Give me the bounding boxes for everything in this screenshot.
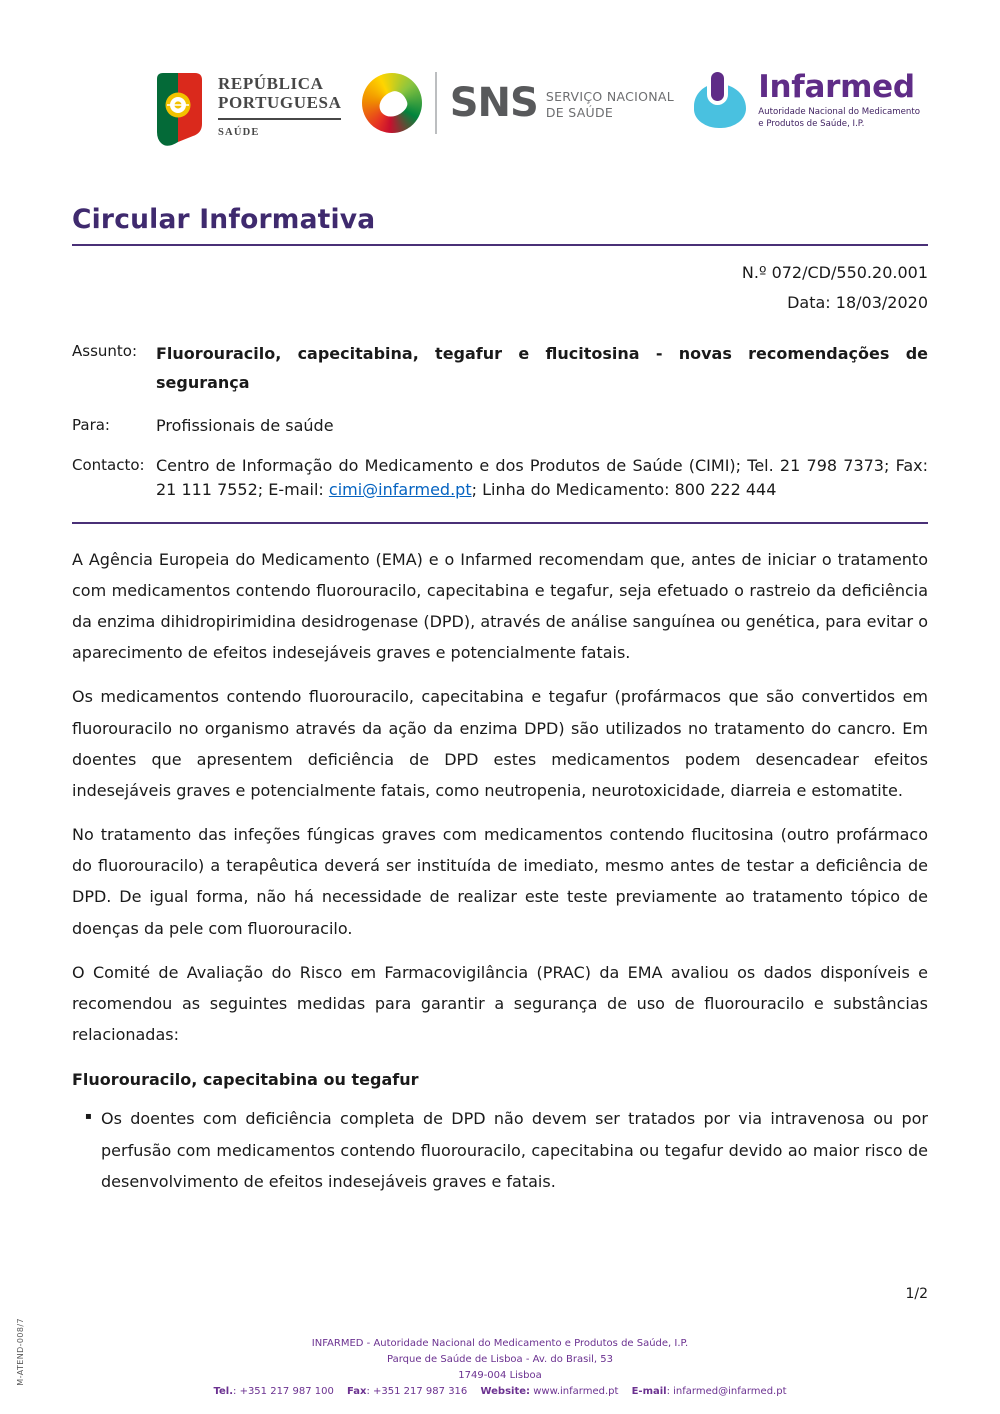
- republica-line2: PORTUGUESA: [218, 93, 342, 113]
- footer-city-line: 1749-004 Lisboa: [458, 1370, 542, 1381]
- form-code-vertical: M-ATEND-008/7: [16, 1318, 25, 1386]
- section-divider: [72, 522, 928, 524]
- sns-acronym: SNS: [449, 80, 538, 126]
- footer-email-value: : infarmed@infarmed.pt: [666, 1386, 787, 1397]
- sns-swirl-icon: [362, 73, 422, 133]
- footer-tel-label: Tel.: [213, 1386, 234, 1397]
- reference-number: N.º 072/CD/550.20.001: [741, 263, 928, 282]
- contact-email-link[interactable]: cimi@infarmed.pt: [328, 479, 472, 499]
- sns-logo: [362, 72, 674, 134]
- recipient-label: Para:: [72, 415, 110, 434]
- infarmed-tagline-line2: e Produtos de Saúde, I.P.: [758, 118, 865, 129]
- paragraph-2: Os medicamentos contendo fluorouracilo, capecitabina e tegafur (profármacos que são convertidos em fluorouracilo no organismo através da ação da enzima DPD) são utilizados no tratamento do cancro. Em doentes que apresentem deficiência de DPD estes medicamentos podem desencadear efeitos indesejáveis graves e potencialmente fatais, como neutropenia, neurotoxicidade, diarreia e estomatite.: [72, 687, 928, 800]
- infarmed-name: Infarmed: [758, 69, 915, 105]
- republica-ministry: SAÚDE: [218, 126, 260, 138]
- metadata-block: [72, 340, 928, 502]
- sns-subtitle-line2: DE SAÚDE: [545, 104, 614, 120]
- subject-label: Assunto:: [72, 342, 138, 360]
- portugal-flag-icon: [152, 72, 204, 150]
- footer-address-line: Parque de Saúde de Lisboa - Av. do Brasil, 53: [387, 1354, 613, 1365]
- paragraph-3: No tratamento das infeções fúngicas graves com medicamentos contendo flucitosina (outro profármaco do fluorouracilo) a terapêutica deverá ser instituída de imediato, mesmo antes de testar a deficiência de DPD. De igual forma, não há necessidade de realizar este teste previamente ao tratamento tópico de doenças da pele com fluorouracilo.: [72, 825, 928, 938]
- sns-divider: [435, 72, 437, 134]
- contact-text-pre: Centro de Informação do Medicamento e dos Produtos de Saúde (CIMI); Tel. 21 798 7373; Fax: 21 111 7552; E-mail:: [156, 455, 928, 499]
- republica-line1: REPÚBLICA: [218, 74, 324, 93]
- footer-fax-value: : +351 217 987 316: [366, 1386, 468, 1397]
- page-title: Circular Informativa: [72, 204, 928, 246]
- header-logos: [0, 0, 1000, 150]
- section-heading: Fluorouracilo, capecitabina ou tegafur: [72, 1070, 419, 1090]
- bullet-text: Os doentes com deficiência completa de DPD não devem ser tratados por via intravenosa ou por perfusão com medicamentos contendo fluorouracilo, capecitabina ou tegafur devido ao maior risco de desenvolvimento de efeitos indesejáveis graves e fatais.: [101, 1109, 928, 1191]
- paragraph-1: A Agência Europeia do Medicamento (EMA) e o Infarmed recomendam que, antes de iniciar o tratamento com medicamentos contendo fluorouracilo, capecitabina e tegafur, seja efetuado o rastreio da deficiência da enzima dihidropirimidina desidrogenase (DPD), através de análise sanguínea ou genética, para evitar o aparecimento de efeitos indesejáveis graves e potencialmente fatais.: [72, 549, 928, 663]
- paragraph-4: O Comité de Avaliação do Risco em Farmacovigilância (PRAC) da EMA avaliou os dados disponíveis e recomendou as seguintes medidas para garantir a segurança de uso de fluorouracilo e substâncias relacionadas:: [72, 962, 928, 1045]
- footer-website-label: Website:: [480, 1386, 531, 1397]
- document-date: Data: 18/03/2020: [787, 293, 928, 312]
- footer-org-line: INFARMED - Autoridade Nacional do Medicamento e Produtos de Saúde, I.P.: [311, 1338, 689, 1349]
- sns-subtitle-line1: SERVIÇO NACIONAL: [545, 88, 675, 104]
- infarmed-icon: [694, 72, 746, 128]
- footer-contacts-line: [0, 1384, 1000, 1400]
- page-footer: [0, 1336, 1000, 1400]
- republica-portuguesa-logo: [152, 72, 341, 150]
- contact-text-post: ; Linha do Medicamento: 800 222 444: [471, 479, 777, 499]
- recipient-row: [72, 414, 928, 438]
- infarmed-tagline-line1: Autoridade Nacional do Medicamento: [758, 107, 920, 117]
- contact-label: Contacto:: [72, 455, 145, 474]
- bullet-square-icon: ▪: [85, 1111, 92, 1123]
- footer-tel-value: : +351 217 987 100: [233, 1386, 334, 1397]
- republica-divider: [218, 118, 341, 120]
- subject-value: Fluorouracilo, capecitabina, tegafur e flucitosina - novas recomendações de segurança: [156, 344, 928, 392]
- bullet-item: [72, 1103, 928, 1197]
- footer-fax-label: Fax: [347, 1386, 367, 1397]
- document-content: [72, 204, 928, 1197]
- contact-value: [156, 454, 928, 502]
- footer-website-value: www.infarmed.pt: [530, 1386, 619, 1397]
- contact-row: [72, 454, 928, 502]
- recipient-value: Profissionais de saúde: [156, 415, 334, 435]
- footer-email-label: E-mail: [631, 1386, 667, 1397]
- body-text: [72, 544, 928, 1197]
- infarmed-logo: [694, 69, 920, 130]
- page-number: 1/2: [905, 1286, 928, 1302]
- subject-row: [72, 340, 928, 398]
